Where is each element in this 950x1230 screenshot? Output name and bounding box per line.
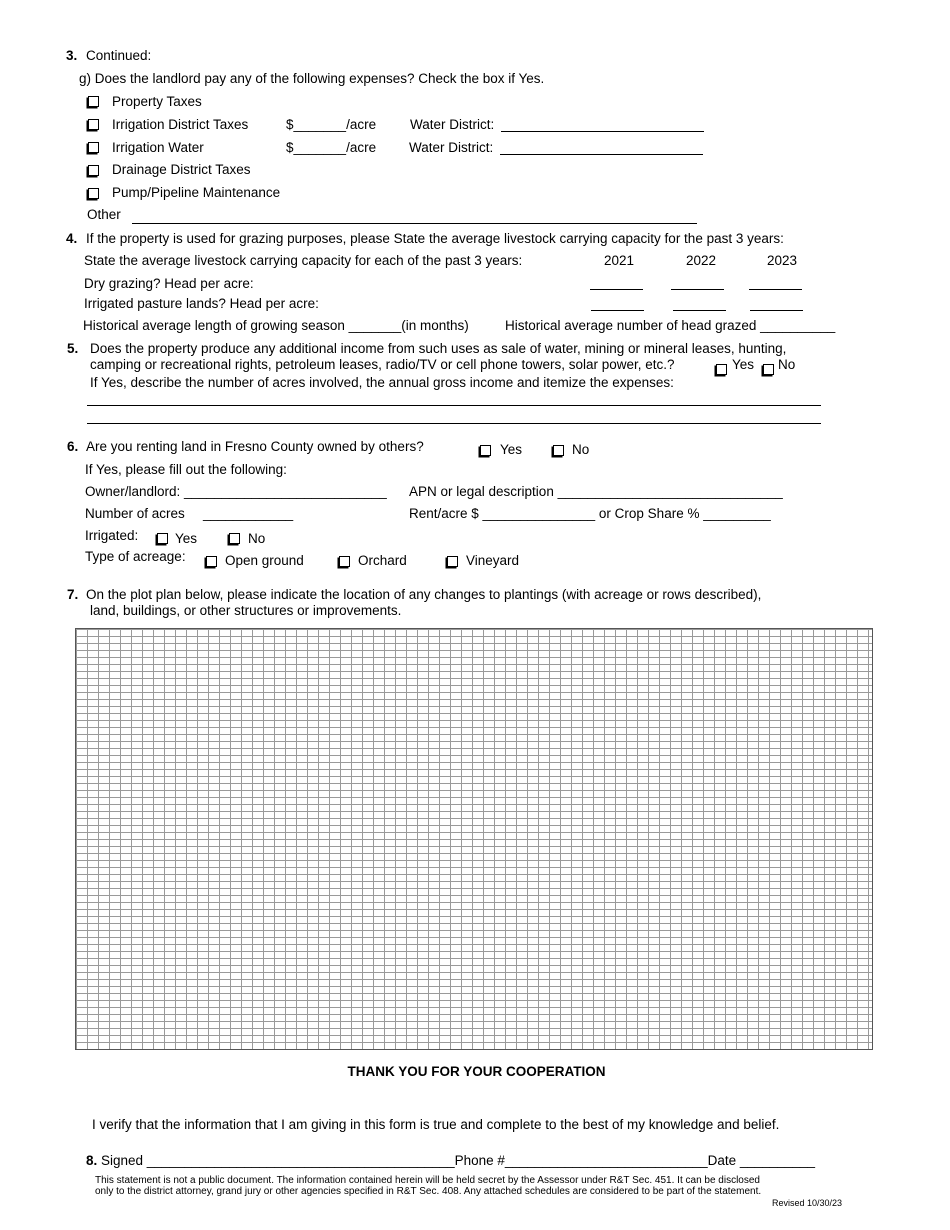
section-4-subtitle: State the average livestock carrying capacity for each of the past 3 years: — [84, 253, 523, 268]
owner-landlord-field[interactable]: Owner/landlord: ___________________________ — [85, 484, 387, 499]
section-7-line-1: On the plot plan below, please indicate the location of any changes to plantings (with acreage or rows described), — [86, 587, 762, 602]
section-7-number: 7. — [67, 587, 79, 602]
irrigation-water-checkbox[interactable] — [88, 142, 99, 153]
section-6-yes-checkbox[interactable] — [480, 445, 491, 456]
year-2021: 2021 — [604, 253, 635, 268]
type-of-acreage-label: Type of acreage: — [85, 549, 186, 564]
apn-legal-description-field[interactable]: APN or legal description ______________________________ — [409, 484, 783, 499]
year-2023: 2023 — [767, 253, 798, 268]
pump-pipeline-maintenance-checkbox[interactable] — [88, 188, 99, 199]
footer-notice-line-1: This statement is not a public document. The information contained herein will be held secret by the Assessor under R&T Sec. 451. It can be disclosed — [95, 1175, 760, 1186]
plot-plan-grid[interactable] — [75, 628, 873, 1050]
number-of-acres-field[interactable]: ____________ — [203, 506, 294, 521]
section-5-no-label: No — [778, 357, 796, 372]
orchard-label: Orchard — [358, 553, 407, 568]
property-taxes-checkbox[interactable] — [88, 96, 99, 107]
irrigation-district-taxes-checkbox[interactable] — [88, 119, 99, 130]
property-taxes-label: Property Taxes — [112, 94, 202, 109]
pump-pipeline-maintenance-label: Pump/Pipeline Maintenance — [112, 185, 281, 200]
vineyard-checkbox[interactable] — [447, 556, 458, 567]
irrigated-no-checkbox[interactable] — [229, 533, 240, 544]
irrigated-pasture-label: Irrigated pasture lands? Head per acre: — [84, 296, 319, 311]
other-field[interactable] — [132, 223, 697, 224]
section-5-answer-line-2[interactable] — [87, 423, 821, 424]
orchard-checkbox[interactable] — [339, 556, 350, 567]
water-district-field-1[interactable] — [501, 131, 704, 132]
section-6-question: Are you renting land in Fresno County owned by others? — [86, 439, 424, 454]
signature-phone-date-field[interactable]: Signed _________________________________________Phone #___________________________Date __________ — [101, 1153, 815, 1168]
irrigated-no-label: No — [248, 531, 266, 546]
open-ground-checkbox[interactable] — [206, 556, 217, 567]
dry-grazing-2022-field[interactable] — [671, 289, 724, 290]
drainage-district-taxes-label: Drainage District Taxes — [112, 162, 251, 177]
drainage-district-taxes-checkbox[interactable] — [88, 165, 99, 176]
section-6-no-checkbox[interactable] — [553, 445, 564, 456]
irrigated-yes-checkbox[interactable] — [157, 533, 168, 544]
section-5-line-3: If Yes, describe the number of acres involved, the annual gross income and itemize the expenses: — [90, 375, 674, 390]
section-8-number: 8. — [86, 1153, 98, 1168]
footer-notice-line-2: only to the district attorney, grand jury or other agencies specified in R&T Sec. 408. Any attached schedules are considered to be part of the statement. — [95, 1186, 762, 1197]
dry-grazing-2021-field[interactable] — [590, 289, 643, 290]
dry-grazing-2023-field[interactable] — [749, 289, 802, 290]
vineyard-label: Vineyard — [466, 553, 520, 568]
dry-grazing-label: Dry grazing? Head per acre: — [84, 276, 254, 291]
irrigation-district-taxes-per-acre[interactable]: $_______/acre — [286, 117, 377, 132]
section-5-yes-label: Yes — [732, 357, 755, 372]
section-5-yes-checkbox[interactable] — [716, 364, 727, 375]
year-2022: 2022 — [686, 253, 717, 268]
section-5-line-1: Does the property produce any additional income from such uses as sale of water, mining or mineral leases, hunting, — [90, 341, 787, 356]
thank-you-heading: THANK YOU FOR YOUR COOPERATION — [347, 1064, 606, 1079]
irrigated-pasture-2023-field[interactable] — [750, 310, 803, 311]
irrigated-pasture-2021-field[interactable] — [591, 310, 644, 311]
section-6-no-label: No — [572, 442, 590, 457]
section-3-number: 3. — [66, 48, 78, 63]
section-6-yes-label: Yes — [500, 442, 523, 457]
irrigated-pasture-2022-field[interactable] — [673, 310, 726, 311]
number-of-acres-label: Number of acres — [85, 506, 185, 521]
water-district-label-1: Water District: — [410, 117, 495, 132]
section-6-number: 6. — [67, 439, 79, 454]
irrigated-label: Irrigated: — [85, 528, 139, 543]
section-5-answer-line-1[interactable] — [87, 405, 821, 406]
revised-date: Revised 10/30/23 — [772, 1198, 843, 1208]
head-grazed-field[interactable]: Historical average number of head grazed __________ — [505, 318, 836, 333]
section-3-title: Continued: — [86, 48, 152, 63]
water-district-field-2[interactable] — [500, 154, 703, 155]
irrigation-water-per-acre[interactable]: $_______/acre — [286, 140, 377, 155]
section-6-fill-instructions: If Yes, please fill out the following: — [85, 462, 287, 477]
irrigation-water-label: Irrigation Water — [112, 140, 204, 155]
water-district-label-2: Water District: — [409, 140, 494, 155]
rent-crop-share-field[interactable]: Rent/acre $ _______________ or Crop Share % _________ — [409, 506, 771, 521]
section-5-number: 5. — [67, 341, 79, 356]
section-4-number: 4. — [66, 231, 78, 246]
verification-statement: I verify that the information that I am giving in this form is true and complete to the best of my knowledge and belief. — [92, 1117, 780, 1132]
section-3-question: g) Does the landlord pay any of the following expenses? Check the box if Yes. — [79, 71, 545, 86]
section-5-no-checkbox[interactable] — [763, 364, 774, 375]
open-ground-label: Open ground — [225, 553, 304, 568]
section-7-line-2: land, buildings, or other structures or improvements. — [90, 603, 402, 618]
section-4-question: If the property is used for grazing purposes, please State the average livestock carrying capacity for the past 3 years: — [86, 231, 784, 246]
irrigated-yes-label: Yes — [175, 531, 198, 546]
irrigation-district-taxes-label: Irrigation District Taxes — [112, 117, 249, 132]
other-label: Other — [87, 207, 121, 222]
section-5-line-2: camping or recreational rights, petroleum leases, radio/TV or cell phone towers, solar power, etc.? — [90, 357, 675, 372]
growing-season-field[interactable]: Historical average length of growing season _______(in months) — [83, 318, 469, 333]
